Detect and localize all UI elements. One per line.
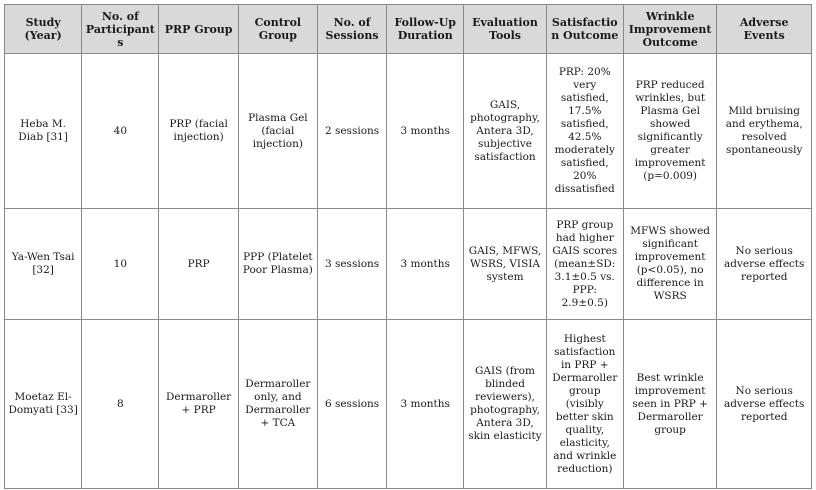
header-sessions: No. of Sessions (318, 5, 387, 54)
cell-participants: 8 (82, 320, 159, 489)
cell-wrinkle: MFWS showed significant improvement (p<0.05), no difference in WSRS (623, 209, 717, 320)
cell-follow-up: 3 months (387, 320, 464, 489)
cell-satisfaction: PRP: 20% very satisfied, 17.5% satisfied, 42.5% moderately satisfied, 20% dissatisfied (546, 54, 623, 209)
cell-control-group: Dermaroller only, and Dermaroller + TCA (238, 320, 317, 489)
cell-control-group: PPP (Platelet Poor Plasma) (238, 209, 317, 320)
cell-prp-group: Dermaroller + PRP (159, 320, 238, 489)
cell-study: Moetaz El-Domyati [33] (5, 320, 82, 489)
cell-wrinkle: PRP reduced wrinkles, but Plasma Gel showed significantly greater improvement (p=0.009) (623, 54, 717, 209)
header-control-group: Control Group (238, 5, 317, 54)
cell-evaluation-tools: GAIS (from blinded reviewers), photography, Antera 3D, skin elasticity (464, 320, 546, 489)
header-prp-group: PRP Group (159, 5, 238, 54)
cell-study: Heba M. Diab [31] (5, 54, 82, 209)
cell-adverse: Mild bruising and erythema, resolved spontaneously (717, 54, 812, 209)
header-adverse: Adverse Events (717, 5, 812, 54)
header-evaluation-tools: Evaluation Tools (464, 5, 546, 54)
cell-sessions: 6 sessions (318, 320, 387, 489)
cell-evaluation-tools: GAIS, photography, Antera 3D, subjective satisfaction (464, 54, 546, 209)
cell-prp-group: PRP (159, 209, 238, 320)
table-row (5, 54, 812, 209)
cell-wrinkle: Best wrinkle improvement seen in PRP + Dermaroller group (623, 320, 717, 489)
cell-sessions: 3 sessions (318, 209, 387, 320)
cell-follow-up: 3 months (387, 209, 464, 320)
cell-adverse: No serious adverse effects reported (717, 209, 812, 320)
study-comparison-table (4, 4, 812, 489)
cell-evaluation-tools: GAIS, MFWS, WSRS, VISIA system (464, 209, 546, 320)
cell-participants: 10 (82, 209, 159, 320)
header-row (5, 5, 812, 54)
cell-participants: 40 (82, 54, 159, 209)
cell-adverse: No serious adverse effects reported (717, 320, 812, 489)
header-follow-up: Follow-Up Duration (387, 5, 464, 54)
cell-follow-up: 3 months (387, 54, 464, 209)
header-satisfaction: Satisfaction Outcome (546, 5, 623, 54)
cell-prp-group: PRP (facial injection) (159, 54, 238, 209)
table-row (5, 320, 812, 489)
cell-sessions: 2 sessions (318, 54, 387, 209)
cell-satisfaction: Highest satisfaction in PRP + Dermaroller group (visibly better skin quality, elasticity, and wrinkle reduction) (546, 320, 623, 489)
cell-study: Ya-Wen Tsai [32] (5, 209, 82, 320)
header-participants: No. of Participants (82, 5, 159, 54)
table-row (5, 209, 812, 320)
cell-satisfaction: PRP group had higher GAIS scores (mean±SD: 3.1±0.5 vs. PPP: 2.9±0.5) (546, 209, 623, 320)
header-study: Study (Year) (5, 5, 82, 54)
header-wrinkle: Wrinkle Improvement Outcome (623, 5, 717, 54)
cell-control-group: Plasma Gel (facial injection) (238, 54, 317, 209)
